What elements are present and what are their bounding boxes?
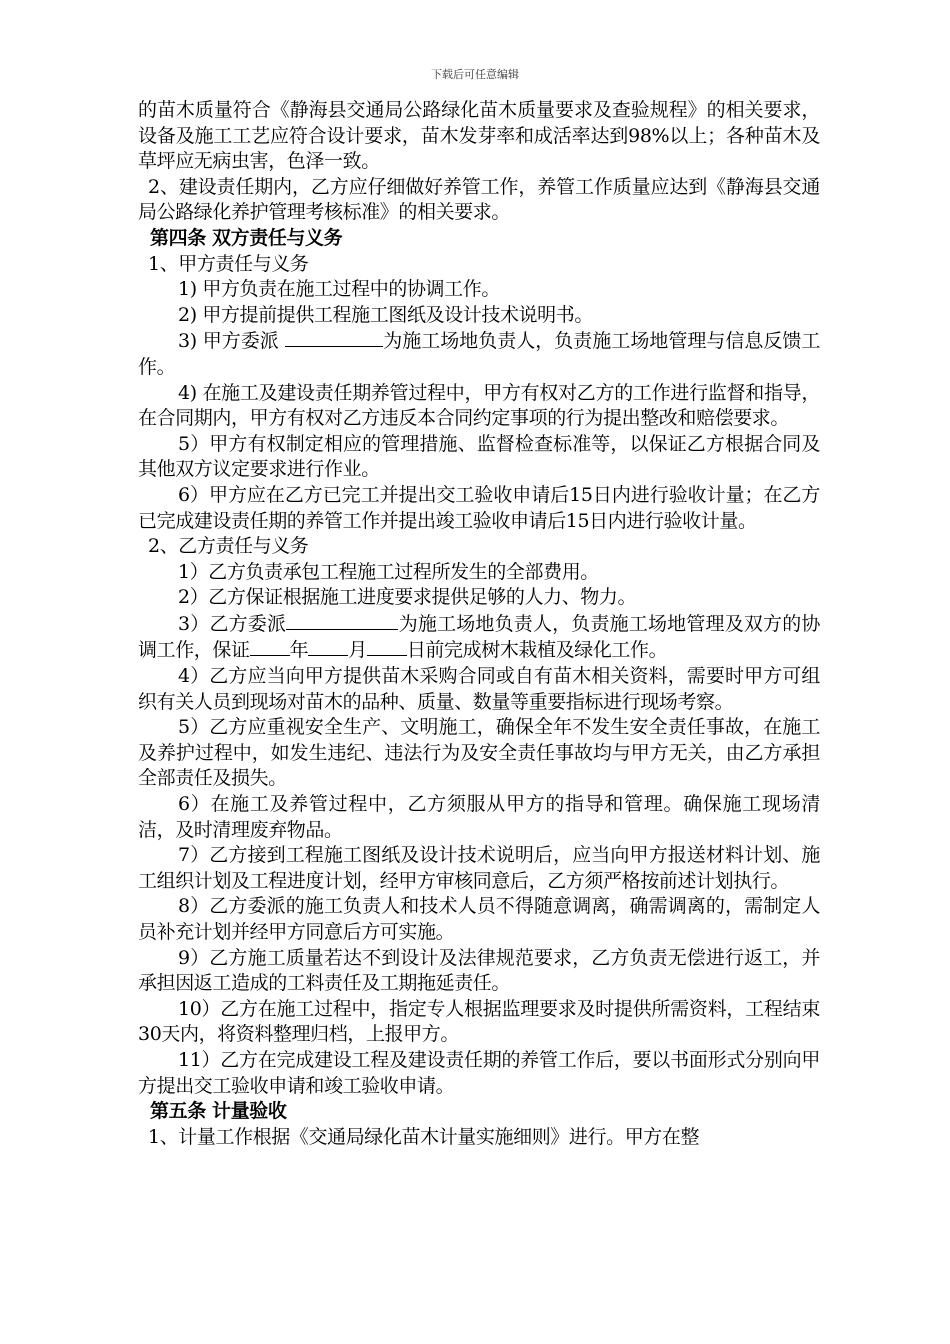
clause-text: 为施工场地负责人，负责施工场地管理与信息反馈工作。: [138, 330, 820, 378]
clause-text: 3) 甲方委派: [178, 330, 285, 353]
clause: 6）甲方应在乙方已完工并提出交工验收申请后15日内进行验收计量；在乙方已完成建设责任期的养管工作并提出竣工验收申请后15日内进行验收计量。: [138, 483, 820, 532]
month-blank[interactable]: [308, 637, 348, 656]
clause: 7）乙方接到工程施工图纸及设计技术说明后，应当向甲方报送材料计划、施工组织计划及工程进度计划，经甲方审核同意后，乙方须严格按前述计划执行。: [138, 844, 820, 892]
paragraph: 2、建设责任期内，乙方应仔细做好养管工作，养管工作质量应达到《静海县交通局公路绿化养护管理考核标准》的相关要求。: [138, 175, 820, 224]
clause-with-blank: [138, 328, 820, 380]
clause: 2）乙方保证根据施工进度要求提供足够的人力、物力。: [178, 586, 637, 609]
clause: 4) 在施工及建设责任期养管过程中，甲方有权对乙方的工作进行监督和指导，在合同期内，甲方有权对乙方违反本合同约定事项的行为提出整改和赔偿要求。: [138, 381, 820, 430]
clause: 11）乙方在完成建设工程及建设责任期的养管工作后，要以书面形式分别向甲方提出交工验收申请和竣工验收申请。: [138, 1048, 820, 1097]
clause-text: 年: [289, 639, 309, 662]
clause: 9）乙方施工质量若达不到设计及法律规范要求，乙方负责无偿进行返工，并承担因返工造成的工料责任及工期拖延责任。: [138, 946, 820, 995]
document-body: [138, 98, 820, 1150]
clause: 2) 甲方提前提供工程施工图纸及设计技术说明书。: [178, 303, 593, 326]
section-heading: 第五条 计量验收: [150, 1100, 287, 1123]
clause: 8）乙方委派的施工负责人和技术人员不得随意调离，确需调离的，需制定人员补充计划并经甲方同意后方可实施。: [138, 895, 820, 943]
clause: 4）乙方应当向甲方提供苗木采购合同或自有苗木相关资料，需要时甲方可组织有关人员到现场对苗木的品种、质量、数量等重要指标进行现场考察。: [138, 665, 820, 713]
clause-text: 为施工场地负责人，负责施工场地管理及双方的协调工作，保证: [138, 612, 820, 662]
clause: 6）在施工及养管过程中，乙方须服从甲方的指导和管理。确保施工现场清洁，及时清理废弃物品。: [138, 793, 820, 841]
clause: 1) 甲方负责在施工过程中的协调工作。: [178, 278, 500, 301]
clause: 10）乙方在施工过程中，指定专人根据监理要求及时提供所需资料，工程结束30天内，将资料整理归档，上报甲方。: [138, 997, 820, 1046]
clause: 5）乙方应重视安全生产、文明施工，确保全年不发生安全责任事故，在施工及养护过程中，如发生违纪、违法行为及安全责任事故均与甲方无关，由乙方承担全部责任及损失。: [138, 716, 820, 790]
subsection-title: 2、乙方责任与义务: [148, 535, 309, 558]
year-blank[interactable]: [250, 637, 290, 656]
clause-with-blank: [138, 611, 820, 664]
page-header: 下载后可任意编辑: [431, 68, 519, 81]
clause: 1）乙方负责承包工程施工过程所发生的全部费用。: [178, 560, 599, 583]
clause-text: 3）乙方委派: [178, 612, 287, 635]
clause-text: 月: [348, 639, 367, 662]
paragraph: 1、计量工作根据《交通局绿化苗木计量实施细则》进行。甲方在整: [148, 1125, 700, 1148]
section-heading: 第四条 双方责任与义务: [150, 226, 343, 249]
clause-text: 日前完成树木栽植及绿化工作。: [406, 639, 668, 662]
subsection-title: 1、甲方责任与义务: [148, 252, 309, 275]
clause: 5）甲方有权制定相应的管理措施、监督检查标准等，以保证乙方根据合同及其他双方议定要求进行作业。: [138, 432, 820, 481]
fill-in-blank[interactable]: [286, 611, 398, 630]
fill-in-blank[interactable]: [285, 328, 383, 347]
paragraph: 的苗木质量符合《静海县交通局公路绿化苗木质量要求及查验规程》的相关要求，设备及施工工艺应符合设计要求，苗木发芽率和成活率达到98%以上；各种苗木及草坪应无病虫害，色泽一致。: [138, 99, 820, 173]
day-blank[interactable]: [367, 637, 407, 656]
